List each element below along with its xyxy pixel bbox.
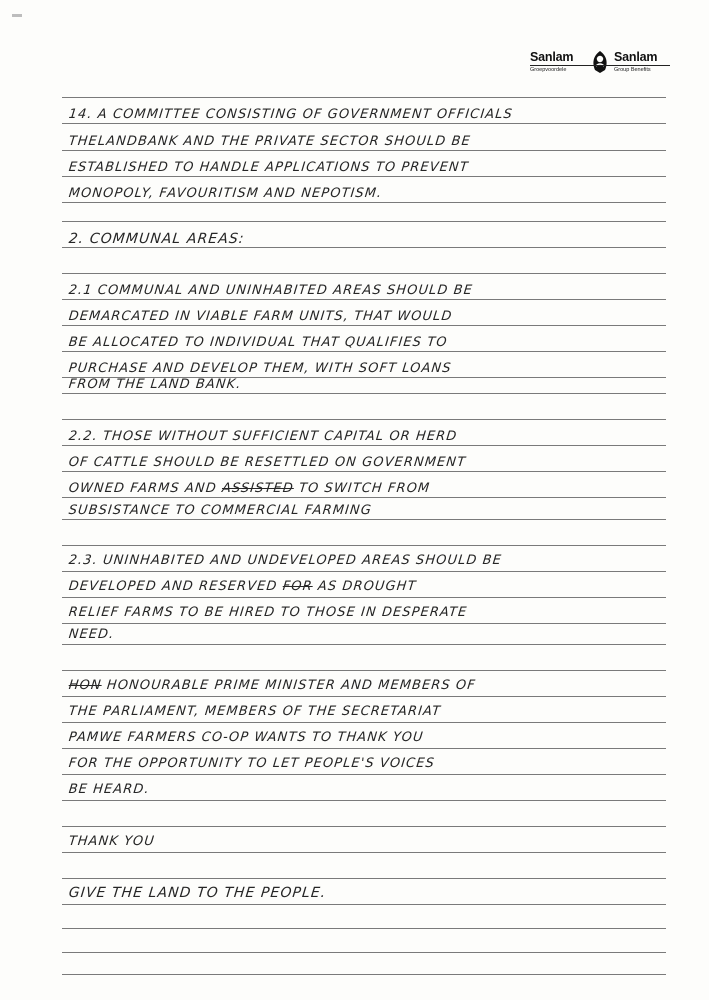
handwritten-line: FROM THE LAND BANK.: [67, 377, 243, 392]
handwritten-line: 2.3. UNINHABITED AND UNDEVELOPED AREAS SHOULD BE: [67, 553, 503, 568]
handwritten-line: 2.2. THOSE WITHOUT SUFFICIENT CAPITAL OR HERD: [67, 429, 459, 444]
handwritten-fragment: DEVELOPED AND RESERVED: [67, 579, 284, 594]
ruled-line: [62, 471, 666, 472]
ruled-line: [62, 97, 666, 98]
handwritten-line: 14. A COMMITTEE CONSISTING OF GOVERNMENT OFFICIALS: [67, 107, 514, 122]
ruled-line: [62, 670, 666, 671]
handwritten-line: SUBSISTANCE TO COMMERCIAL FARMING: [67, 503, 373, 518]
handwritten-fragment: OWNED FARMS AND: [67, 481, 223, 496]
handwritten-line: DEMARCATED IN VIABLE FARM UNITS, THAT WOULD: [67, 309, 454, 324]
ruled-line: [62, 644, 666, 645]
ruled-line: [62, 928, 666, 929]
handwritten-fragment: HONOURABLE PRIME MINISTER AND MEMBERS OF: [100, 678, 477, 693]
handwritten-line: THANK YOU: [67, 834, 156, 849]
logo-brand-right: Sanlam: [614, 50, 658, 64]
handwritten-line: RELIEF FARMS TO BE HIRED TO THOSE IN DESPERATE: [67, 605, 469, 620]
ruled-line: [62, 445, 666, 446]
ruled-line: [62, 748, 666, 749]
handwritten-line: MONOPOLY, FAVOURITISM AND NEPOTISM.: [67, 186, 384, 201]
ruled-line: [62, 519, 666, 520]
ruled-line: [62, 974, 666, 975]
ruled-line: [62, 826, 666, 827]
ruled-line: [62, 202, 666, 203]
ruled-line: [62, 952, 666, 953]
struck-word: HON: [67, 678, 103, 693]
handwritten-line: [68, 482, 668, 495]
ruled-line: [62, 623, 666, 624]
ruled-line: [62, 247, 666, 248]
handwritten-line: PURCHASE AND DEVELOP THEM, WITH SOFT LOANS: [67, 361, 453, 376]
ruled-line: [62, 696, 666, 697]
ruled-line: [62, 597, 666, 598]
handwritten-line: BE HEARD.: [67, 782, 151, 797]
logo-brand-left: Sanlam: [530, 50, 574, 64]
ruled-line: [62, 774, 666, 775]
ruled-line: [62, 273, 666, 274]
handwritten-fragment: TO SWITCH FROM: [292, 481, 431, 496]
ruled-line: [62, 419, 666, 420]
logo-rule: [530, 65, 670, 66]
struck-word: FOR: [281, 579, 314, 594]
ruled-line: [62, 497, 666, 498]
handwritten-line: OF CATTLE SHOULD BE RESETTLED ON GOVERNMENT: [67, 455, 467, 470]
binding-mark: [12, 14, 22, 17]
ruled-line: [62, 571, 666, 572]
ruled-line: [62, 878, 666, 879]
handwritten-line: BE ALLOCATED TO INDIVIDUAL THAT QUALIFIES TO: [67, 335, 449, 350]
handwritten-line: [68, 580, 668, 593]
ruled-line: [62, 800, 666, 801]
sanlam-emblem-icon: [589, 50, 611, 74]
handwritten-fragment: AS DROUGHT: [311, 579, 418, 594]
handwritten-line: FOR THE OPPORTUNITY TO LET PEOPLE'S VOICES: [67, 756, 436, 771]
logo-sub-left: Groepvoordele: [530, 67, 567, 73]
ruled-line: [62, 351, 666, 352]
logo-sub-right: Group Benefits: [614, 67, 651, 73]
ruled-line: [62, 176, 666, 177]
ruled-line: [62, 299, 666, 300]
handwritten-line: [68, 679, 668, 692]
ruled-line: [62, 221, 666, 222]
handwritten-line: THELANDBANK AND THE PRIVATE SECTOR SHOULD BE: [67, 134, 472, 149]
ruled-line: [62, 325, 666, 326]
ruled-line: [62, 545, 666, 546]
ruled-line: [62, 150, 666, 151]
handwritten-line: NEED.: [67, 627, 116, 642]
handwritten-line: PAMWE FARMERS CO-OP WANTS TO THANK YOU: [67, 730, 425, 745]
handwritten-line: THE PARLIAMENT, MEMBERS OF THE SECRETARIAT: [67, 704, 442, 719]
section-heading: 2. COMMUNAL AREAS:: [67, 231, 246, 247]
handwritten-line: ESTABLISHED TO HANDLE APPLICATIONS TO PREVENT: [67, 160, 470, 175]
ruled-line: [62, 393, 666, 394]
ruled-line: [62, 722, 666, 723]
handwritten-line: 2.1 COMMUNAL AND UNINHABITED AREAS SHOULD BE: [67, 283, 474, 298]
ruled-line: [62, 852, 666, 853]
ruled-line: [62, 904, 666, 905]
sanlam-logo: [528, 50, 670, 80]
closing-line: GIVE THE LAND TO THE PEOPLE.: [67, 885, 328, 901]
ruled-line: [62, 123, 666, 124]
struck-word: ASSISTED: [221, 481, 295, 496]
